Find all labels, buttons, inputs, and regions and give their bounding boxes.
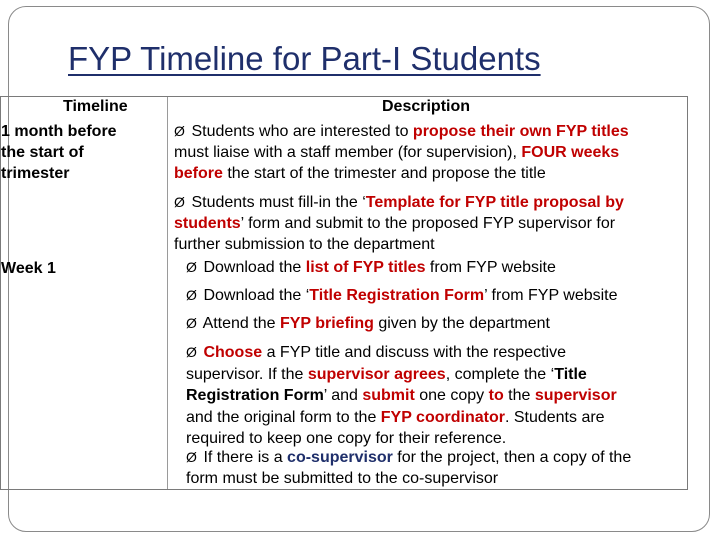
page-title: FYP Timeline for Part-I Students [68,40,541,77]
highlighted-text: propose their own FYP titles [412,123,629,140]
highlighted-text: co-supervisor [287,449,393,466]
text-run: a FYP title and discuss with the respective [262,344,566,361]
text-run: ’ and [323,387,363,404]
highlighted-text: FYP coordinator [380,408,505,426]
highlighted-text: Title [554,365,587,383]
description-line [186,364,617,386]
description-item [186,313,550,334]
description-item [186,285,618,306]
timeline-line: trimester [1,165,70,182]
highlighted-text: Title Registration Form [309,287,485,304]
column-divider [167,97,168,489]
text-run: and the original form to the [186,408,381,426]
description-line [186,285,618,306]
text-run: the start of the trimester and propose the title [222,165,546,182]
text-run: form must be submitted to the co-supervisor [186,470,499,487]
highlighted-text: Registration Form [186,387,324,404]
text-run: Attend the [202,315,280,332]
text-run: , complete the ‘ [445,365,555,383]
highlighted-text: Choose [203,344,263,361]
arrow-bullet-icon: Ø [174,194,185,210]
text-run: for the project, then a copy of the [392,449,632,466]
description-item [174,192,624,255]
text-run: must liaise with a staff member (for supervision), [174,144,522,161]
description-item [186,342,617,450]
timeline-line: 1 month before [1,123,117,140]
text-run: If there is a [203,449,288,466]
header-description: Description [382,98,471,115]
description-line [186,447,631,468]
text-run: Students who are interested to [191,123,413,140]
timeline-cell-2 [1,258,56,279]
timeline-cell-1 [1,121,117,184]
text-run: the [503,387,535,404]
text-run: ’ from FYP website [484,287,618,304]
description-line [174,163,629,184]
highlighted-text: FOUR weeks [521,144,620,161]
text-run: ’ form and submit to the proposed FYP supervisor for [240,215,616,232]
description-line [186,385,617,407]
arrow-bullet-icon: Ø [186,344,197,360]
description-line [186,257,556,278]
description-line [186,407,617,429]
timeline-table [0,96,688,490]
description-line [174,213,624,234]
text-run: Students must fill-in the ‘ [191,194,366,211]
description-item [186,447,631,489]
highlighted-text: students [174,215,241,232]
description-item [174,121,629,184]
arrow-bullet-icon: Ø [174,123,185,139]
highlighted-text: Template for FYP title proposal by [365,194,624,211]
description-line [174,121,629,142]
highlighted-text: before [174,165,223,182]
text-run: required to keep one copy for their reference. [186,430,507,447]
arrow-bullet-icon: Ø [186,315,197,331]
arrow-bullet-icon: Ø [186,449,197,465]
description-line [174,142,629,163]
description-line [186,468,631,489]
highlighted-text: supervisor agrees [307,365,446,383]
highlighted-text: FYP briefing [279,315,374,332]
text-run: from FYP website [425,259,556,276]
highlighted-text: submit [362,387,415,404]
description-line [174,234,624,255]
timeline-line: the start of [1,144,84,161]
text-run: Download the ‘ [203,287,310,304]
text-run: Download the [203,259,306,276]
description-line [186,342,617,364]
description-item [186,257,556,278]
highlighted-text: to [488,387,504,404]
arrow-bullet-icon: Ø [186,259,197,275]
highlighted-text: list of FYP titles [305,259,426,276]
highlighted-text: supervisor [534,387,617,404]
description-line [186,313,550,334]
text-run: one copy [414,387,489,404]
text-run: further submission to the department [174,236,435,253]
text-run: . Students are [504,408,605,426]
timeline-line: Week 1 [1,260,56,277]
header-timeline: Timeline [63,98,128,115]
arrow-bullet-icon: Ø [186,287,197,303]
text-run: supervisor. If the [186,365,308,383]
text-run: given by the department [373,315,550,332]
description-line [174,192,624,213]
